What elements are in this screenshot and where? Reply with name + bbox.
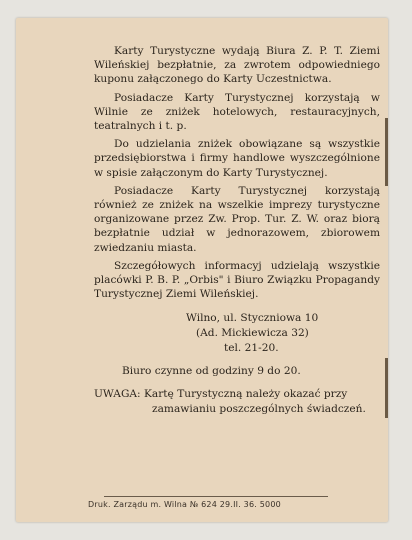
notice-line-1: Kartę Turystyczną należy okazać przy	[144, 387, 348, 400]
staple-mark-bottom	[385, 358, 388, 418]
notice	[94, 387, 380, 417]
paragraph-card-issuance: Karty Turystyczne wydają Biura Z. P. T. Ziemi Wileńskiej bezpłatnie, za zwrotem odpowiedniego kuponu załączonego do Karty Uczestnictwa.	[94, 45, 380, 86]
printer-imprint: Druk. Zarządu m. Wilna № 624 29.II. 36. 5000	[88, 500, 281, 509]
staple-mark-top	[385, 118, 388, 186]
booklet-page	[16, 18, 388, 522]
paragraph-information-offices: Szczegółowych informacyj udzielają wszystkie placówki P. B. P. „Orbis" i Biuro Związku Propagandy Turystycznej Ziemi Wileńskiej.	[94, 259, 380, 301]
office-address	[186, 311, 380, 356]
paragraph-tourist-events: Posiadacze Karty Turystycznej korzystają również ze zniżek na wszelkie imprezy turystyczne organizowane przez Zw. Prop. Tur. Z. W. oraz biorą bezpłatnie udział w jednorazowem, zbiorowem zwiedzaniu miasta.	[94, 184, 380, 254]
notice-label: UWAGA:	[94, 387, 141, 400]
page-text	[94, 44, 380, 417]
address-phone: tel. 21-20.	[224, 342, 279, 355]
address-alt: (Ad. Mickiewicza 32)	[196, 327, 309, 340]
address-street: Wilno, ul. Styczniowa 10	[186, 312, 319, 325]
paragraph-obligated-businesses: Do udzielania zniżek obowiązane są wszystkie przedsiębiorstwa i firmy handlowe wyszczególnione w spisie załączonym do Karty Turystycznej.	[94, 138, 380, 179]
paragraph-discounts-wilno: Posiadacze Karty Turystycznej korzystają w Wilnie ze zniżek hotelowych, restauracyjnych, teatralnych i t. p.	[94, 91, 380, 133]
imprint-divider	[104, 496, 328, 497]
office-hours: Biuro czynne od godziny 9 do 20.	[122, 365, 301, 378]
notice-line-2: zamawianiu poszczególnych świadczeń.	[152, 402, 366, 415]
